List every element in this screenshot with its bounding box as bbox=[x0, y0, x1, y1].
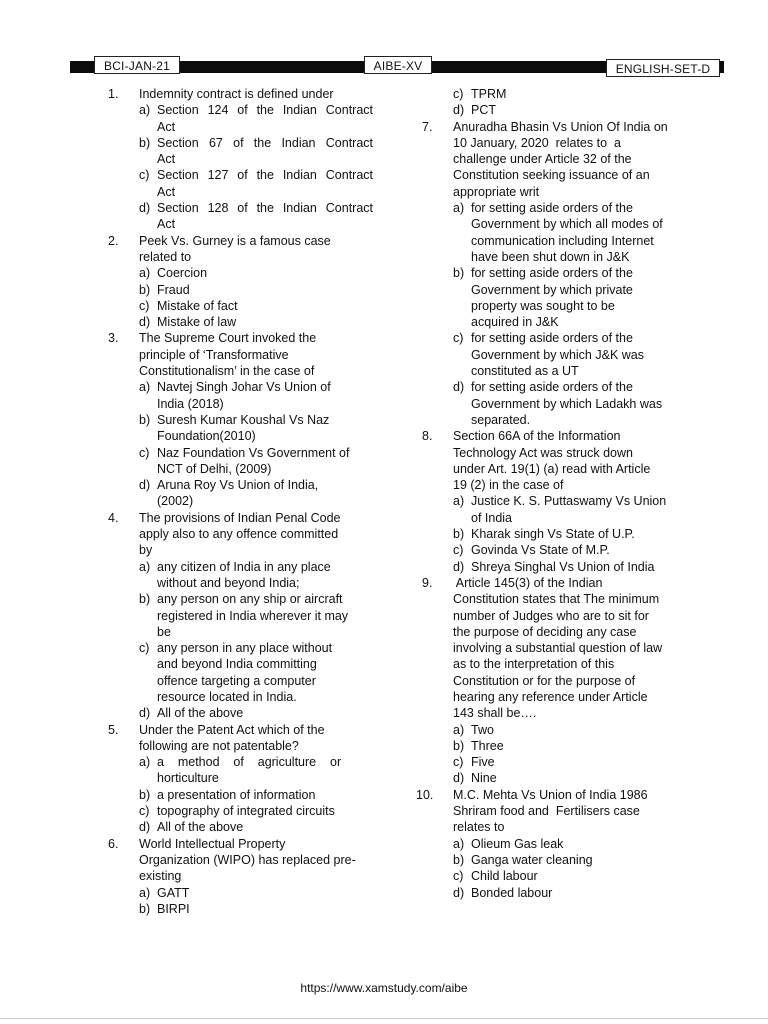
question-text: principle of ‘Transformative bbox=[139, 347, 289, 362]
question-text: Anuradha Bhasin Vs Union Of India on bbox=[453, 119, 668, 134]
option-a: a) for setting aside orders of the Government by which all modes of communication including Internet have been shut down in J&K bbox=[453, 201, 663, 264]
question-number: 8. bbox=[422, 429, 433, 444]
question-text: Under the Patent Act which of the bbox=[139, 722, 325, 737]
option-b: b) Three bbox=[453, 738, 504, 753]
question-number: 10. bbox=[416, 787, 434, 802]
option-d: d) Aruna Roy Vs Union of India, (2002) bbox=[139, 478, 319, 509]
question-text: hearing any reference under Article bbox=[453, 689, 648, 704]
question-number: 7. bbox=[422, 119, 433, 134]
question-10 bbox=[416, 787, 704, 901]
option-c: c) Govinda Vs State of M.P. bbox=[453, 543, 610, 558]
question-3 bbox=[108, 330, 373, 509]
question-number: 3. bbox=[108, 331, 119, 346]
question-8 bbox=[422, 428, 704, 575]
question-text: Constitution or for the purpose of bbox=[453, 673, 636, 688]
option-d: d) PCT bbox=[453, 103, 496, 118]
question-text: relates to bbox=[453, 820, 505, 835]
question-text: The Supreme Court invoked the bbox=[139, 331, 317, 346]
question-7 bbox=[422, 119, 704, 429]
option-b: b) Ganga water cleaning bbox=[453, 852, 593, 867]
question-text: Technology Act was struck down bbox=[453, 445, 633, 460]
header-paper-code: BCI-JAN-21 bbox=[94, 56, 180, 74]
question-number: 6. bbox=[108, 836, 119, 851]
question-number: 2. bbox=[108, 233, 119, 248]
option-b: b) any person on any ship or aircraft registered in India wherever it may be bbox=[139, 592, 349, 639]
question-text: Constitution seeking issuance of an bbox=[453, 168, 650, 183]
bottom-divider bbox=[0, 1018, 768, 1019]
left-column bbox=[108, 86, 373, 917]
question-text: appropriate writ bbox=[453, 184, 540, 199]
question-6-continued bbox=[422, 86, 704, 119]
option-a: a) Navtej Singh Johar Vs Union of India (2018) bbox=[139, 380, 331, 411]
option-c: c) Five bbox=[453, 755, 495, 770]
option-d: d) Bonded labour bbox=[453, 885, 553, 900]
option-c: c) TPRM bbox=[453, 87, 507, 101]
question-text: challenge under Article 32 of the bbox=[453, 152, 632, 167]
question-text: Constitutionalism’ in the case of bbox=[139, 364, 315, 379]
option-b: b) Section 67 of the Indian Contract Act bbox=[139, 135, 373, 167]
option-d: d) Nine bbox=[453, 771, 497, 786]
option-b: b) Fraud bbox=[139, 282, 190, 297]
question-text: Constitution states that The minimum bbox=[453, 592, 660, 607]
option-a: a) a method of agriculture or horticulture bbox=[139, 755, 342, 786]
question-text: Organization (WIPO) has replaced pre- bbox=[139, 852, 356, 867]
question-9 bbox=[422, 575, 704, 787]
question-text: M.C. Mehta Vs Union of India 1986 bbox=[453, 787, 648, 802]
option-c: c) Naz Foundation Vs Government of NCT of Delhi, (2009) bbox=[139, 445, 350, 476]
question-2 bbox=[108, 233, 373, 331]
question-text: Indemnity contract is defined under bbox=[139, 87, 334, 101]
question-text: 10 January, 2020 relates to a bbox=[453, 135, 621, 150]
question-text: under Art. 19(1) (a) read with Article bbox=[453, 461, 651, 476]
option-a: a) any citizen of India in any place without and beyond India; bbox=[139, 559, 331, 590]
question-text: number of Judges who are to sit for bbox=[453, 608, 649, 623]
option-d: d) All of the above bbox=[139, 820, 244, 835]
option-c: c) Child labour bbox=[453, 869, 538, 884]
question-5 bbox=[108, 722, 373, 836]
question-number: 5. bbox=[108, 722, 119, 737]
question-1 bbox=[108, 86, 373, 233]
question-number: 4. bbox=[108, 510, 119, 525]
question-text: Peek Vs. Gurney is a famous case bbox=[139, 233, 331, 248]
question-text: the purpose of deciding any case bbox=[453, 624, 637, 639]
option-a: a) Justice K. S. Puttaswamy Vs Union of India bbox=[453, 494, 667, 525]
question-number: 9. bbox=[422, 575, 433, 590]
option-b: b) a presentation of information bbox=[139, 787, 316, 802]
option-d: d) All of the above bbox=[139, 706, 244, 721]
option-c: c) any person in any place without and beyond India committing offence targeting a computer resource located in India. bbox=[139, 641, 333, 704]
question-6 bbox=[108, 836, 373, 917]
option-b: b) BIRPI bbox=[139, 901, 190, 916]
header-exam-name: AIBE-XV bbox=[364, 56, 432, 74]
question-text: involving a substantial question of law bbox=[453, 641, 663, 656]
option-a: a) GATT bbox=[139, 885, 190, 900]
question-text: Article 145(3) of the Indian bbox=[453, 575, 603, 590]
question-text: existing bbox=[139, 869, 182, 884]
option-c: c) Section 127 of the Indian Contract Act bbox=[139, 168, 373, 199]
question-text: The provisions of Indian Penal Code bbox=[139, 510, 341, 525]
option-c: c) topography of integrated circuits bbox=[139, 804, 335, 819]
question-text: 19 (2) in the case of bbox=[453, 478, 564, 493]
option-a: a) Olieum Gas leak bbox=[453, 836, 564, 851]
question-number: 1. bbox=[108, 87, 119, 101]
question-text: by bbox=[139, 543, 153, 558]
footer-url[interactable]: https://www.xamstudy.com/aibe bbox=[300, 981, 468, 995]
option-a: a) Two bbox=[453, 722, 494, 737]
option-d: d) Shreya Singhal Vs Union of India bbox=[453, 559, 655, 574]
option-c: c) for setting aside orders of the Government by which J&K was constituted as a UT bbox=[453, 331, 644, 379]
option-d: d) for setting aside orders of the Government by which Ladakh was separated. bbox=[453, 380, 663, 427]
question-text: related to bbox=[139, 249, 192, 264]
question-text: as to the interpretation of this bbox=[453, 657, 615, 672]
question-text: 143 shall be…. bbox=[453, 706, 537, 721]
question-text: World Intellectual Property bbox=[139, 836, 286, 851]
question-text: Section 66A of the Information bbox=[453, 429, 621, 444]
option-b: b) for setting aside orders of the Government by which private property was sought to be acquired in J&K bbox=[453, 266, 633, 330]
right-column bbox=[416, 86, 704, 901]
option-d: d) Section 128 of the Indian Contract Act bbox=[139, 201, 373, 232]
option-b: b) Kharak singh Vs State of U.P. bbox=[453, 527, 635, 542]
option-c: c) Mistake of fact bbox=[139, 298, 238, 313]
question-text: apply also to any offence committed bbox=[139, 527, 339, 542]
option-a: a) Coercion bbox=[139, 266, 208, 281]
option-b: b) Suresh Kumar Koushal Vs Naz Foundation(2010) bbox=[139, 412, 330, 444]
option-d: d) Mistake of law bbox=[139, 315, 237, 330]
question-4 bbox=[108, 510, 373, 722]
header-set-label: ENGLISH-SET-D bbox=[606, 59, 720, 77]
question-text: following are not patentable? bbox=[139, 738, 299, 753]
option-a: a) Section 124 of the Indian Contract Act bbox=[139, 103, 373, 134]
question-text: Shriram food and Fertilisers case bbox=[453, 804, 640, 819]
